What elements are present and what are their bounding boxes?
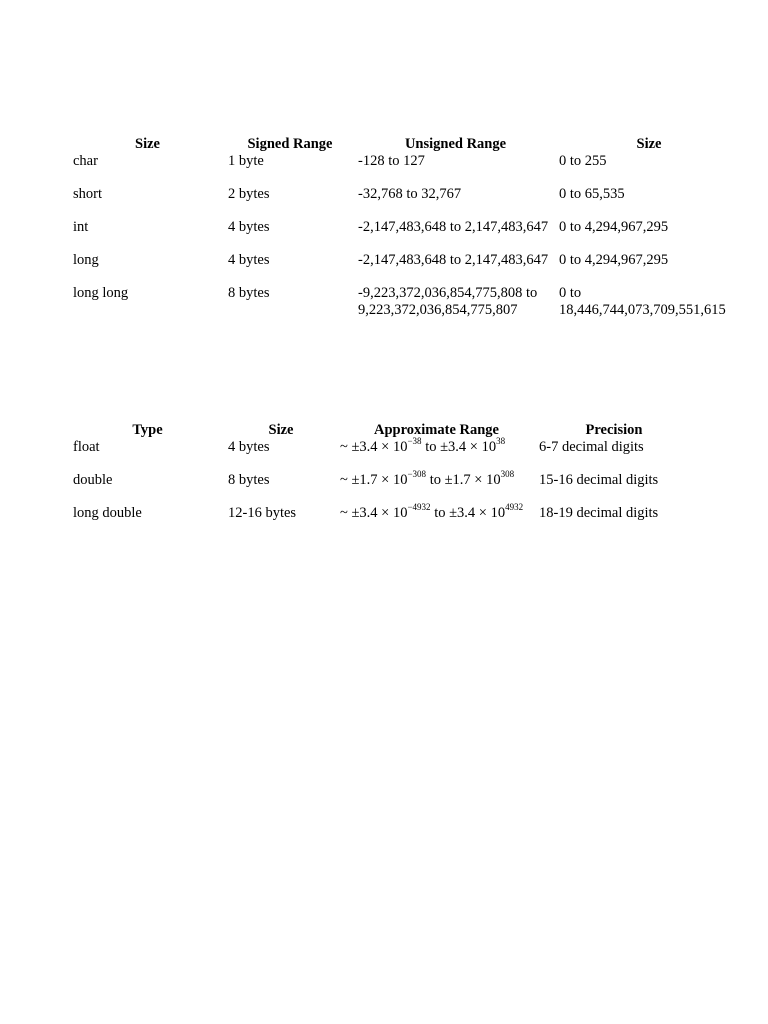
table-cell: 4 bytes: [228, 219, 270, 235]
table-cell: short: [73, 186, 102, 202]
table-cell: 0 to 65,535: [559, 186, 625, 202]
column-header: Size: [636, 136, 662, 152]
table-cell: 0 to 255: [559, 153, 607, 169]
table-cell: -2,147,483,648 to 2,147,483,647: [358, 252, 549, 268]
table-row: [70, 439, 692, 472]
range-text: ~ ±3.4 × 10: [340, 505, 408, 521]
range-cell: [337, 502, 536, 522]
table-cell: long: [73, 252, 99, 268]
column-header: Signed Range: [247, 136, 333, 152]
table-row: [70, 472, 692, 505]
table-cell: -9,223,372,036,854,775,808 to 9,223,372,036,854,775,807: [358, 285, 538, 318]
exponent: 308: [500, 469, 515, 480]
table-row: [70, 285, 742, 319]
exponent: −38: [407, 436, 422, 447]
table-row: [70, 153, 742, 186]
table-row: [70, 219, 742, 252]
type-cell: float: [73, 439, 100, 455]
size-cell: 12-16 bytes: [228, 505, 297, 521]
column-header: Precision: [585, 422, 643, 438]
size-cell: 8 bytes: [228, 472, 270, 488]
range-text: to ±3.4 × 10: [430, 505, 506, 521]
range-cell: [337, 436, 536, 472]
table-cell: int: [73, 219, 89, 235]
table-row: [70, 186, 742, 219]
integer-types-table: [70, 136, 742, 319]
table-row: [70, 505, 692, 522]
range-text: to ±3.4 × 10: [421, 439, 497, 455]
range-text: ~ ±1.7 × 10: [340, 472, 408, 488]
column-header: Unsigned Range: [404, 136, 507, 152]
precision-cell: 6-7 decimal digits: [539, 439, 644, 455]
column-header: Size: [268, 422, 294, 438]
table-cell: -128 to 127: [358, 153, 425, 169]
exponent: 38: [496, 436, 506, 447]
table-cell: 0 to 4,294,967,295: [559, 219, 669, 235]
table-cell: 8 bytes: [228, 285, 270, 301]
column-header: Approximate Range: [374, 422, 499, 438]
range-text: to ±1.7 × 10: [426, 472, 501, 488]
precision-cell: 15-16 decimal digits: [539, 472, 659, 488]
size-cell: 4 bytes: [228, 439, 270, 455]
table-cell: char: [73, 153, 98, 169]
exponent: −308: [407, 469, 427, 480]
table-row: [70, 252, 742, 285]
exponent: 4932: [505, 502, 524, 513]
exponent: −4932: [407, 502, 431, 513]
range-cell: [337, 469, 536, 505]
table-cell: 2 bytes: [228, 186, 270, 202]
column-header: Type: [132, 422, 163, 438]
type-cell: double: [73, 472, 113, 488]
table-cell: 0 to 4,294,967,295: [559, 252, 669, 268]
precision-cell: 18-19 decimal digits: [539, 505, 659, 521]
table-header-row: [70, 422, 692, 439]
table-cell: 4 bytes: [228, 252, 270, 268]
table-cell: 1 byte: [228, 153, 264, 169]
column-header: Size: [135, 136, 160, 152]
type-cell: long double: [73, 505, 142, 521]
floating-point-types-table: [70, 422, 692, 522]
table-header-row: [70, 136, 742, 153]
table-cell: long long: [73, 285, 129, 301]
table-cell: -2,147,483,648 to 2,147,483,647: [358, 219, 549, 235]
range-text: ~ ±3.4 × 10: [340, 439, 408, 455]
table-cell: -32,768 to 32,767: [358, 186, 462, 202]
table-cell: 0 to 18,446,744,073,709,551,615: [559, 285, 726, 318]
